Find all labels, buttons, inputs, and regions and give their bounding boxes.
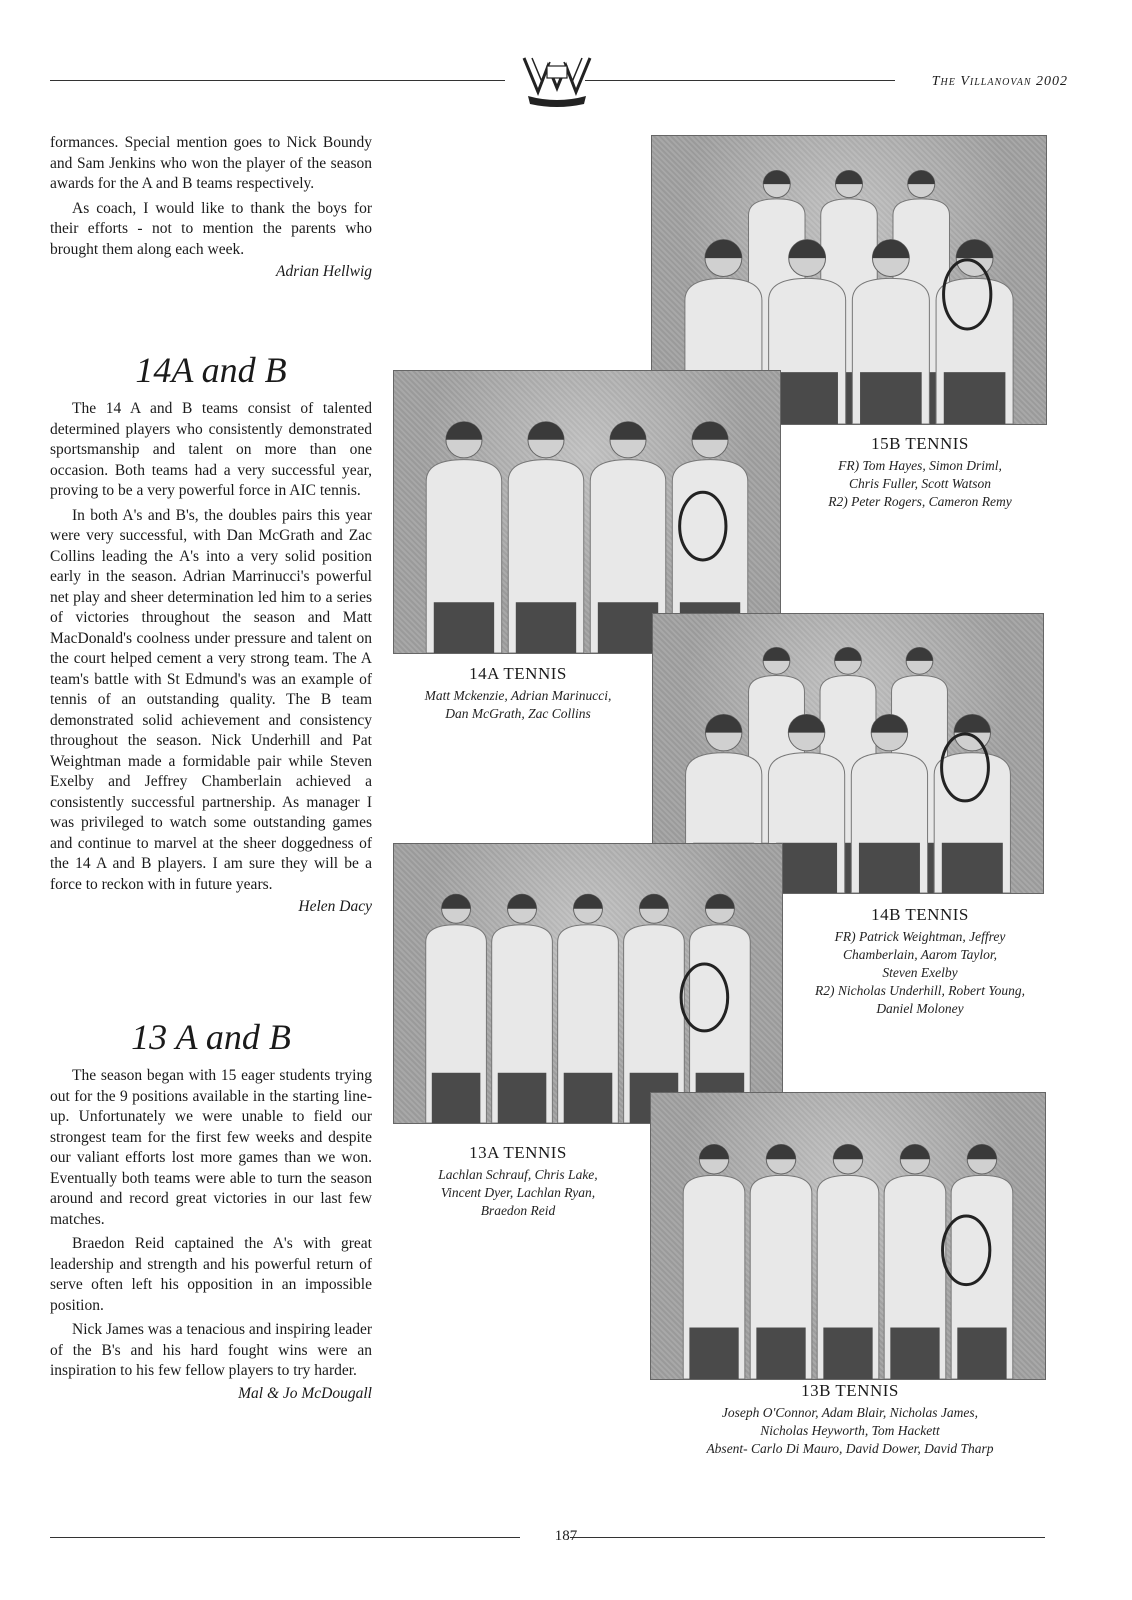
section-13-paragraph-3: Nick James was a tenacious and inspiring leader of the B's and his hard fought wins were an inspiration to his few fellow players to try harder. [50,1321,373,1379]
caption-15b-title: 15B TENNIS [871,434,969,453]
team-figures [651,1093,1045,1379]
player-figure [426,422,501,653]
caption-14b-line: FR) Patrick Weightman, Jeffrey [834,929,1006,944]
school-crest-icon [520,52,594,110]
section-14-text [50,399,372,918]
player-figure [508,422,583,653]
caption-14b [790,905,1050,1018]
photo-14a-tennis [393,370,781,654]
caption-13b [680,1381,1020,1458]
team-figures [394,371,780,653]
player-figure [558,894,619,1123]
caption-14a-line: Matt Mckenzie, Adrian Marinucci, [424,688,612,703]
player-figure [951,1144,1013,1379]
photo-13a-tennis [393,843,783,1124]
caption-13a [393,1143,643,1220]
caption-14b-title: 14B TENNIS [871,905,969,924]
caption-13a-line: Vincent Dyer, Lachlan Ryan, [440,1185,596,1200]
header-rule-left [50,80,505,81]
caption-13a-title: 13A TENNIS [469,1143,567,1162]
section-14-paragraph-2: In both A's and B's, the doubles pairs this year were very successful, with Dan McGrath and Zac Collins leading the A's into a very solid position early in the season. Adrian Marrinucci's powerful net play and sheer determination led him to a series of victories throughout the season and Matt MacDonald's coolness under pressure and talent on the court helped cement a very strong team. The A team's battle with St Edmund's was an example of tennis of an outstanding quality. The B team demonstrated solid achievement and consistency throughout the season. Nick Underhill and Pat Weightman made a formidable pair while Steven Exelby and Jeffrey Chamberlain achieved a consistently successful partnership. As manager I was privileged to watch some outstanding games and continue to marvel at the sheer doggedness of the 14 A and B players. I am sure they will be a force to reckon with in future years. [50,506,372,893]
caption-13b-line: Absent- Carlo Di Mauro, David Dower, David Tharp [706,1441,994,1456]
caption-14a-title: 14A TENNIS [469,664,567,683]
section-14-heading: 14A and B [135,350,287,390]
player-figure [750,1144,812,1379]
section-13-paragraph-2: Braedon Reid captained the A's with great leadership and strength and his powerful return of serve often left his opposition in an impossible position. [50,1235,372,1314]
photo-13b-tennis [650,1092,1046,1380]
caption-15b [790,434,1050,511]
publication-title: The Villanovan 2002 [931,74,1068,89]
team-figures [394,844,782,1123]
caption-15b-line: FR) Tom Hayes, Simon Driml, [838,458,1002,473]
player-figure [683,1144,745,1379]
section-13-text [50,1066,372,1404]
section-13-author: Mal & Jo McDougall [238,1384,372,1402]
player-figure [884,1144,946,1379]
section-14-paragraph-1: The 14 A and B teams consist of talented determined players who consistently demonstrated sportsmanship and talent on more than one occasion. Both teams had a very successful year, proving to be a very powerful force in AIC tennis. [50,400,372,499]
caption-14a [393,664,643,723]
intro-author: Adrian Hellwig [275,263,372,280]
caption-14b-line: Daniel Moloney [876,1001,964,1016]
player-figure [492,894,553,1123]
header-rule-right [585,80,895,81]
section-13-heading: 13 A and B [131,1017,291,1057]
section-13-paragraph-1: The season began with 15 eager students trying out for the 9 positions available in the starting line-up. Unfortunately we were unable to field our strongest team for the first few weeks and despite our valiant efforts lost more games than we won. Eventually both teams were able to turn the season around and record great victories in our last few matches. [50,1067,372,1228]
caption-13b-title: 13B TENNIS [801,1381,899,1400]
section-14-author: Helen Dacy [298,898,372,915]
caption-14a-line: Dan McGrath, Zac Collins [445,706,591,721]
caption-15b-line: R2) Peter Rogers, Cameron Remy [828,494,1012,509]
caption-13a-line: Braedon Reid [480,1203,556,1218]
intro-paragraph-1: formances. Special mention goes to Nick Boundy and Sam Jenkins who won the player of the season awards for the A and B teams respectively. [50,134,372,192]
player-figure [690,894,751,1123]
player-figure [426,894,487,1123]
player-figure [817,1144,879,1379]
intro-text [50,133,372,283]
caption-14b-line: Steven Exelby [882,965,958,980]
caption-13b-line: Nicholas Heyworth, Tom Hackett [760,1423,940,1438]
player-figure [624,894,685,1123]
page-number: 187 [554,1528,578,1544]
caption-13a-line: Lachlan Schrauf, Chris Lake, [438,1167,598,1182]
caption-15b-line: Chris Fuller, Scott Watson [848,476,991,491]
caption-13b-line: Joseph O'Connor, Adam Blair, Nicholas James, [721,1405,979,1420]
caption-14b-line: R2) Nicholas Underhill, Robert Young, [814,983,1025,998]
intro-paragraph-2: As coach, I would like to thank the boys for their efforts - not to mention the parents who brought them along each week. [50,199,372,258]
caption-14b-line: Chamberlain, Aarom Taylor, [842,947,998,962]
